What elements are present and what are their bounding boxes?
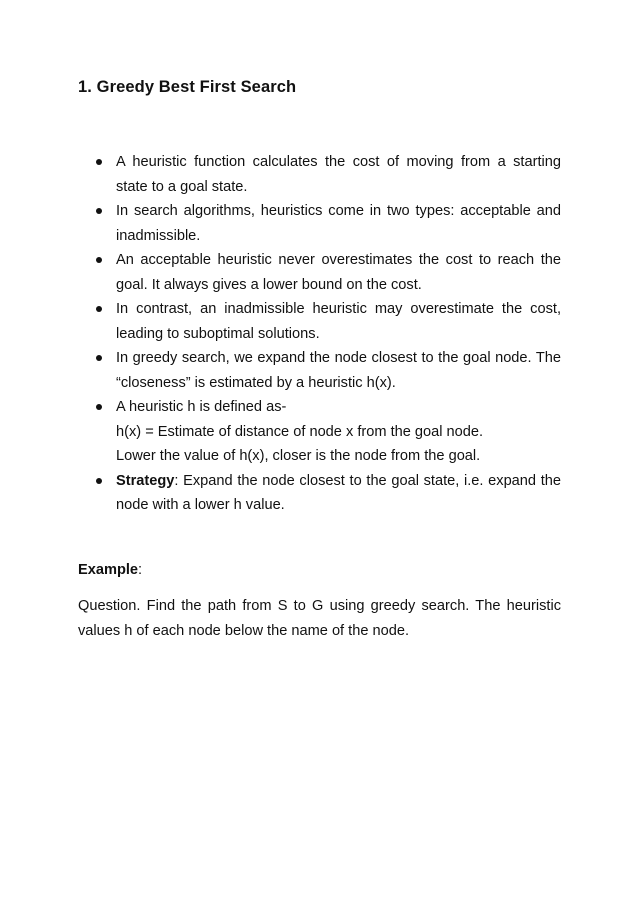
list-item bbox=[78, 248, 561, 297]
bullet-list bbox=[78, 150, 561, 518]
strategy-label: Strategy bbox=[116, 472, 175, 489]
bullet-dot-icon bbox=[96, 208, 102, 214]
example-heading bbox=[78, 562, 142, 578]
heuristic-definition-line: A heuristic h is defined as- bbox=[116, 399, 287, 415]
list-item bbox=[78, 199, 561, 248]
bullet-dot-icon bbox=[96, 159, 102, 165]
list-item-text: In greedy search, we expand the node closest to the goal node. The “closeness” is estimated by a heuristic h(x). bbox=[116, 350, 561, 391]
list-item bbox=[78, 395, 561, 469]
list-item-text: An acceptable heuristic never overestimates the cost to reach the goal. It always gives a lower bound on the cost. bbox=[116, 252, 561, 293]
list-item bbox=[78, 150, 561, 199]
bullet-dot-icon bbox=[96, 257, 102, 263]
heuristic-formula-line: h(x) = Estimate of distance of node x from the goal node. bbox=[116, 423, 484, 440]
list-item-text: In search algorithms, heuristics come in two types: acceptable and inadmissible. bbox=[116, 203, 561, 244]
list-item bbox=[78, 346, 561, 395]
example-question: Question. Find the path from S to G using greedy search. The heuristic values h of each node below the name of the node. bbox=[78, 598, 561, 639]
bullet-dot-icon bbox=[96, 404, 102, 410]
list-item-text: A heuristic function calculates the cost of moving from a starting state to a goal state. bbox=[116, 154, 561, 195]
list-item bbox=[78, 469, 561, 518]
example-colon: : bbox=[138, 562, 143, 578]
section-title: 1. Greedy Best First Search bbox=[78, 78, 297, 96]
bullet-dot-icon bbox=[96, 306, 102, 312]
bullet-dot-icon bbox=[96, 478, 102, 484]
strategy-text: : Expand the node closest to the goal state, i.e. expand the node with a lower h value. bbox=[116, 472, 561, 513]
list-item-text: In contrast, an inadmissible heuristic may overestimate the cost, leading to suboptimal solutions. bbox=[116, 301, 561, 342]
example-label: Example bbox=[78, 562, 139, 578]
bullet-dot-icon bbox=[96, 355, 102, 361]
heuristic-note-line: Lower the value of h(x), closer is the node from the goal. bbox=[116, 448, 481, 464]
list-item bbox=[78, 297, 561, 346]
